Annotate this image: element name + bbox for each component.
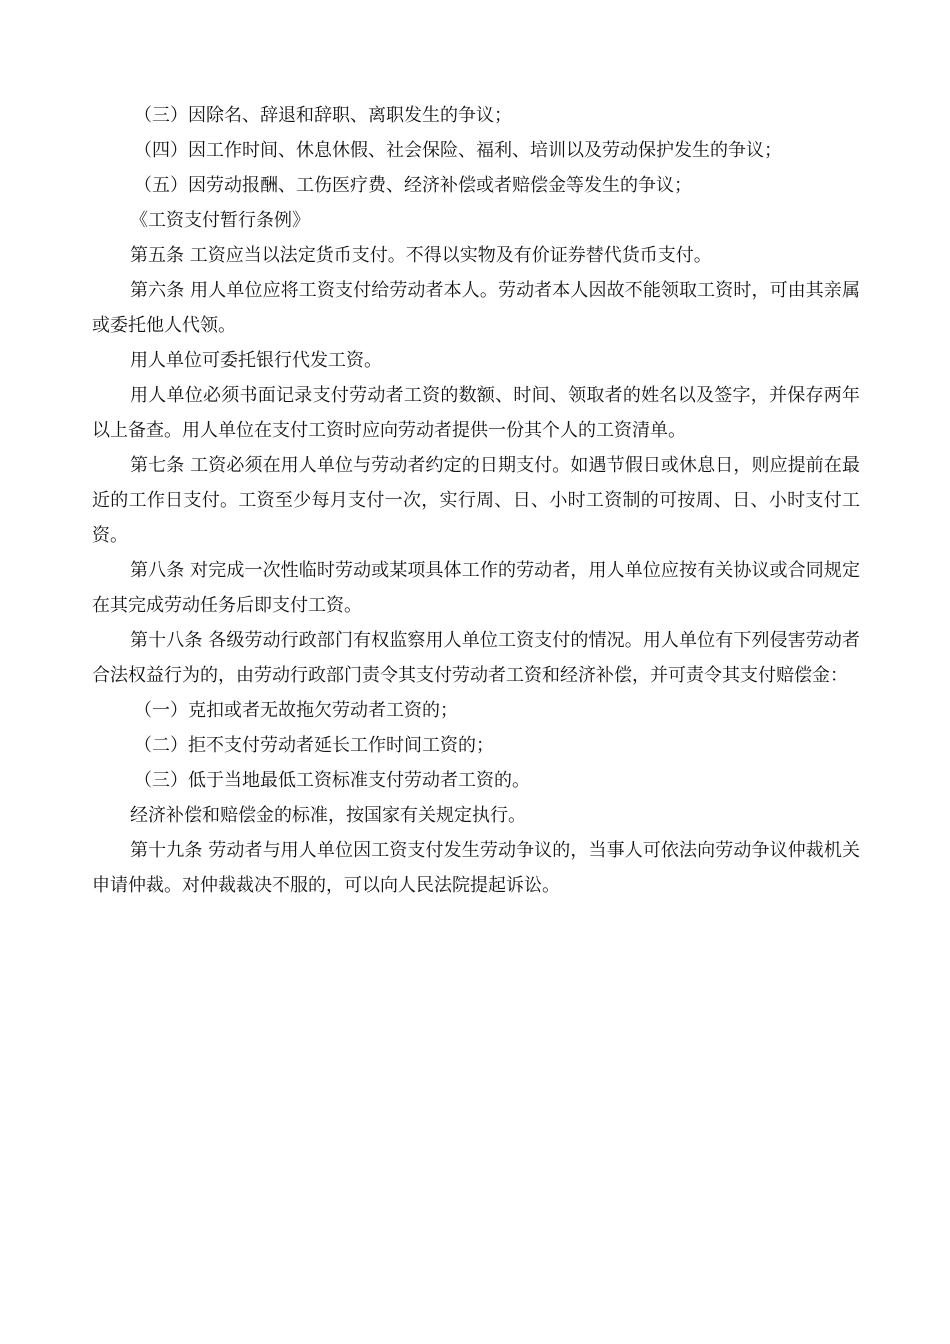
regulation-title: 《工资支付暂行条例》 <box>130 210 310 231</box>
paragraph-violation-item-3: （三）低于当地最低工资标准支付劳动者工资的。 <box>134 770 530 791</box>
paragraph-payment-records: 用人单位必须书面记录支付劳动者工资的数额、时间、领取者的姓名以及签字，并保存两年以上备查。用人单位在支付工资时应向劳动者提供一份其个人的工资清单。 <box>92 385 860 441</box>
paragraph-article-19: 第十九条 劳动者与用人单位因工资支付发生劳动争议的，当事人可依法向劳动争议仲裁机关申请仲裁。对仲裁裁决不服的，可以向人民法院提起诉讼。 <box>92 840 860 896</box>
paragraph-article-6: 第六条 用人单位应将工资支付给劳动者本人。劳动者本人因故不能领取工资时，可由其亲属或委托他人代领。 <box>92 280 860 336</box>
paragraph-article-18: 第十八条 各级劳动行政部门有权监察用人单位工资支付的情况。用人单位有下列侵害劳动者合法权益行为的，由劳动行政部门责令其支付劳动者工资和经济补偿，并可责令其支付赔偿金： <box>92 630 860 686</box>
paragraph-dispute-item-3: （三）因除名、辞退和辞职、离职发生的争议； <box>134 105 512 126</box>
document-body <box>92 98 860 903</box>
paragraph-violation-item-1: （一）克扣或者无故拖欠劳动者工资的； <box>134 700 458 721</box>
paragraph-violation-item-2: （二）拒不支付劳动者延长工作时间工资的； <box>134 735 494 756</box>
paragraph-article-7: 第七条 工资必须在用人单位与劳动者约定的日期支付。如遇节假日或休息日，则应提前在最近的工作日支付。工资至少每月支付一次，实行周、日、小时工资制的可按周、日、小时支付工资。 <box>92 455 860 546</box>
paragraph-article-5: 第五条 工资应当以法定货币支付。不得以实物及有价证券替代货币支付。 <box>130 245 712 266</box>
paragraph-article-8: 第八条 对完成一次性临时劳动或某项具体工作的劳动者，用人单位应按有关协议或合同规定在其完成劳动任务后即支付工资。 <box>92 560 860 616</box>
paragraph-dispute-item-4: （四）因工作时间、休息休假、社会保险、福利、培训以及劳动保护发生的争议； <box>134 140 782 161</box>
paragraph-dispute-item-5: （五）因劳动报酬、工伤医疗费、经济补偿或者赔偿金等发生的争议； <box>134 175 692 196</box>
paragraph-bank-payment: 用人单位可委托银行代发工资。 <box>130 350 382 371</box>
paragraph-compensation-standard: 经济补偿和赔偿金的标准，按国家有关规定执行。 <box>130 805 526 826</box>
